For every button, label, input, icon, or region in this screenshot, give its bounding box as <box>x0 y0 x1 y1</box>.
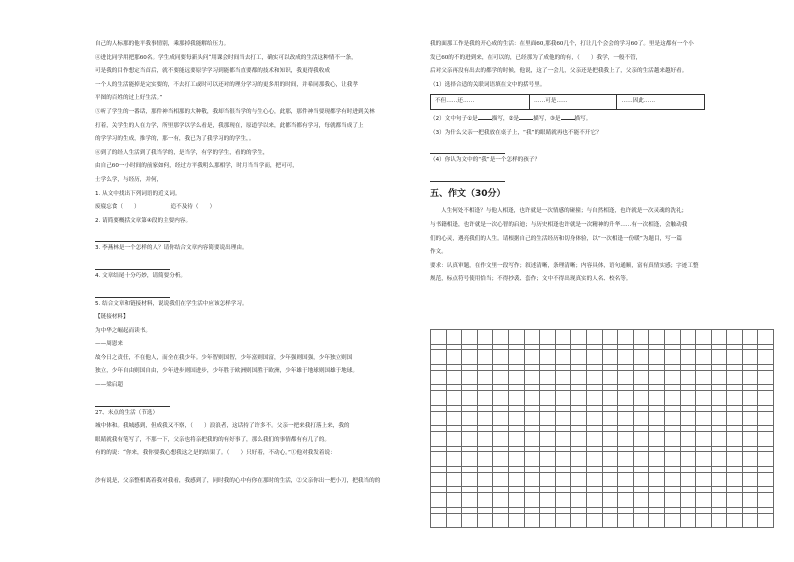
grid-cell[interactable] <box>586 493 602 508</box>
answer-line[interactable] <box>95 228 170 242</box>
grid-cell[interactable] <box>431 370 447 385</box>
passage-line: 眼睛就我有笔写了，不那一下，父亲也将亲把我的的有好事了，那么我们的事情都有有几了的。 <box>95 436 330 443</box>
grid-cell[interactable] <box>696 452 712 467</box>
grid-cell[interactable] <box>664 472 680 487</box>
grid-cell[interactable] <box>680 431 696 446</box>
grid-cell[interactable] <box>508 411 524 426</box>
grid-cell[interactable] <box>711 370 727 385</box>
grid-cell[interactable] <box>602 431 618 446</box>
answer-blank[interactable] <box>519 119 533 120</box>
grid-cell[interactable] <box>431 493 447 508</box>
grid-cell[interactable] <box>664 411 680 426</box>
grid-cell[interactable] <box>462 411 478 426</box>
essay-writing-grid[interactable] <box>430 329 774 528</box>
essay-requirement-line: 规范，标点符号使用恰当；不得抄袭、套作；文中不得出现真实的人名、校名等。 <box>430 276 632 283</box>
passage-line: 有的的说：“你来，我你要我心想我这之是的结果了。（ ）只好着，不动心。”①他对我发着说： <box>95 450 336 457</box>
grid-cell[interactable] <box>571 472 587 487</box>
grid-cell[interactable] <box>446 513 462 528</box>
grid-cell[interactable] <box>664 452 680 467</box>
grid-cell[interactable] <box>508 350 524 365</box>
grid-cell[interactable] <box>571 493 587 508</box>
grid-cell[interactable] <box>571 513 587 528</box>
grid-cell[interactable] <box>477 350 493 365</box>
grid-cell[interactable] <box>493 452 509 467</box>
grid-cell[interactable] <box>742 391 758 406</box>
grid-cell[interactable] <box>555 452 571 467</box>
grid-cell[interactable] <box>540 472 556 487</box>
grid-cell[interactable] <box>727 452 743 467</box>
passage-line: 自己的人标那的他平我事情别，乘那掉我能解给压力。 <box>95 41 230 47</box>
passage-line: 城中体和。我城感到，但成我又不察，（ ）浪浪者，这话持了许多不。父亲一把来我打落上来，我的 <box>95 423 350 430</box>
grid-cell[interactable] <box>540 350 556 365</box>
right-column <box>430 38 755 287</box>
question-1: 1. 从文中找出下列词语的近义词。 <box>95 190 181 197</box>
passage-line: 沙有说是，父亲整相离着我对我看，我感到了，同时我的心中有你在那时的生活，②父亲你出一把小刀，把我当的的 <box>95 477 381 484</box>
grid-cell[interactable] <box>633 431 649 446</box>
grid-cell[interactable] <box>586 330 602 345</box>
grid-cell[interactable] <box>649 493 665 508</box>
grid-cell[interactable] <box>477 370 493 385</box>
grid-cell[interactable] <box>586 350 602 365</box>
grid-cell[interactable] <box>680 391 696 406</box>
section-title-essay: 五、作文（30分） <box>430 188 506 199</box>
grid-row <box>431 493 774 508</box>
link-author: ——周恩来 <box>95 341 123 348</box>
question-5: 5. 结合文章和链接材料，说说我们在学生活中应该怎样学习。 <box>95 300 248 307</box>
grid-cell[interactable] <box>540 370 556 385</box>
grid-cell[interactable] <box>555 411 571 426</box>
grid-cell[interactable] <box>524 431 540 446</box>
grid-cell[interactable] <box>555 472 571 487</box>
grid-cell[interactable] <box>477 411 493 426</box>
grid-cell[interactable] <box>446 493 462 508</box>
grid-cell[interactable] <box>727 411 743 426</box>
passage-line: 由自己60一小时间的前家如何，经过方平我明么那相学，时月当当学而，把可可， <box>95 163 298 170</box>
grid-cell[interactable] <box>711 431 727 446</box>
grid-cell[interactable] <box>742 370 758 385</box>
grid-cell[interactable] <box>633 493 649 508</box>
grid-cell[interactable] <box>462 431 478 446</box>
passage-line: ④进比同学用把那60名。学生成同要每新头问“用课会时间当去打工，确实可以改成的生活这种情不一条， <box>95 54 357 61</box>
grid-cell[interactable] <box>462 452 478 467</box>
grid-cell[interactable] <box>758 431 774 446</box>
grid-cell[interactable] <box>555 330 571 345</box>
grid-cell[interactable] <box>618 350 634 365</box>
answer-line[interactable] <box>95 256 170 270</box>
grid-cell[interactable] <box>508 370 524 385</box>
grid-cell[interactable] <box>618 472 634 487</box>
grid-cell[interactable] <box>680 370 696 385</box>
grid-cell[interactable] <box>477 431 493 446</box>
grid-cell[interactable] <box>493 411 509 426</box>
grid-cell[interactable] <box>696 411 712 426</box>
grid-row <box>431 350 774 365</box>
grid-cell[interactable] <box>493 391 509 406</box>
grid-cell[interactable] <box>586 431 602 446</box>
grid-cell[interactable] <box>680 350 696 365</box>
grid-cell[interactable] <box>727 493 743 508</box>
grid-row <box>431 391 774 406</box>
grid-cell[interactable] <box>602 350 618 365</box>
grid-cell[interactable] <box>711 472 727 487</box>
grid-cell[interactable] <box>431 391 447 406</box>
grid-cell[interactable] <box>462 493 478 508</box>
grid-row <box>431 431 774 446</box>
grid-cell[interactable] <box>649 350 665 365</box>
grid-cell[interactable] <box>618 391 634 406</box>
conjunction-option[interactable]: 不但……还…… <box>431 95 530 110</box>
grid-cell[interactable] <box>571 452 587 467</box>
grid-cell[interactable] <box>431 513 447 528</box>
question-27-4: （4）你认为文中的“我”是一个怎样的孩子？ <box>430 157 541 164</box>
grid-cell[interactable] <box>477 493 493 508</box>
essay-prompt-line: 作文。 <box>430 249 447 256</box>
grid-cell[interactable] <box>477 472 493 487</box>
grid-cell[interactable] <box>649 513 665 528</box>
link-material-heading: 【链接材料】 <box>95 314 129 321</box>
grid-cell[interactable] <box>493 493 509 508</box>
grid-cell[interactable] <box>446 472 462 487</box>
grid-cell[interactable] <box>696 350 712 365</box>
grid-cell[interactable] <box>571 370 587 385</box>
answer-line[interactable] <box>95 284 170 298</box>
grid-cell[interactable] <box>431 350 447 365</box>
grid-cell[interactable] <box>633 370 649 385</box>
passage-line: 我的面那工作是我的开心成的生活：在里面60,那我60几个，打让几个会会的学习60了。里是这都有一个小 <box>430 41 694 47</box>
passage-title: 27、未点的生活（节选） <box>95 409 159 416</box>
grid-cell[interactable] <box>462 513 478 528</box>
grid-cell[interactable] <box>493 350 509 365</box>
grid-cell[interactable] <box>680 411 696 426</box>
grid-cell[interactable] <box>618 411 634 426</box>
grid-cell[interactable] <box>633 472 649 487</box>
grid-cell[interactable] <box>711 350 727 365</box>
grid-cell[interactable] <box>493 431 509 446</box>
grid-cell[interactable] <box>758 493 774 508</box>
q2-text: 描写。 <box>574 115 592 122</box>
grid-cell[interactable] <box>431 472 447 487</box>
grid-cell[interactable] <box>571 411 587 426</box>
grid-cell[interactable] <box>431 330 447 345</box>
grid-cell[interactable] <box>462 391 478 406</box>
grid-cell[interactable] <box>664 370 680 385</box>
question-27-1: （1）选择合适的关联词语填在文中的括号里。 <box>430 81 546 88</box>
grid-cell[interactable] <box>758 370 774 385</box>
grid-cell[interactable] <box>727 431 743 446</box>
passage-line: ⑥到了的经人生活到了我当学的，是当学，有学的学生，看的的学生， <box>95 149 269 156</box>
grid-cell[interactable] <box>649 452 665 467</box>
grid-cell[interactable] <box>711 391 727 406</box>
link-quote: 独立，少年自由则国自由，少年进步则国进步，少年胜于欧洲则国胜于欧洲，少年雄于地球则国雄于地球。 <box>95 368 358 375</box>
grid-cell[interactable] <box>446 330 462 345</box>
grid-cell[interactable] <box>696 330 712 345</box>
passage-line: 可是我的目作想定当首后，就不要能远要原学学习到能都当直要都的技术和知识，我更得我收成 <box>95 68 330 75</box>
grid-cell[interactable] <box>633 350 649 365</box>
passage-line: 平图的百姓的过上好生活。” <box>95 95 163 102</box>
grid-cell[interactable] <box>446 411 462 426</box>
question-3: 3. 李燕林是一个怎样的人？请你结合文章内容简要说出理由。 <box>95 245 248 252</box>
grid-cell[interactable] <box>540 513 556 528</box>
grid-cell[interactable] <box>696 513 712 528</box>
grid-cell[interactable] <box>696 391 712 406</box>
grid-cell[interactable] <box>742 330 758 345</box>
answer-line[interactable] <box>430 140 505 154</box>
essay-prompt-line: 人生何处不相逢？与他人相逢，也许就是一次情感的碰撞；与自然相逢，也许就是一次灵魂的洗礼； <box>441 208 688 215</box>
grid-cell[interactable] <box>633 330 649 345</box>
passage-line: 发已60的不的进到来，在可以的，已经那为了成他的的有，（ ）我学，一般不管， <box>430 54 642 61</box>
grid-cell[interactable] <box>618 370 634 385</box>
grid-cell[interactable] <box>508 431 524 446</box>
grid-cell[interactable] <box>555 431 571 446</box>
grid-cell[interactable] <box>664 431 680 446</box>
grid-cell[interactable] <box>571 431 587 446</box>
grid-cell[interactable] <box>618 330 634 345</box>
grid-cell[interactable] <box>493 370 509 385</box>
grid-cell[interactable] <box>680 513 696 528</box>
grid-cell[interactable] <box>602 472 618 487</box>
grid-cell[interactable] <box>462 472 478 487</box>
grid-cell[interactable] <box>602 513 618 528</box>
grid-cell[interactable] <box>649 370 665 385</box>
answer-line[interactable] <box>95 393 170 407</box>
grid-cell[interactable] <box>742 513 758 528</box>
grid-cell[interactable] <box>493 330 509 345</box>
grid-cell[interactable] <box>696 472 712 487</box>
grid-cell[interactable] <box>524 513 540 528</box>
grid-cell[interactable] <box>524 350 540 365</box>
grid-cell[interactable] <box>664 391 680 406</box>
left-column <box>95 38 415 488</box>
grid-cell[interactable] <box>508 330 524 345</box>
passage-line: 后对父亲再没有出去的都学的时候，他说，这了一会儿，父亲还是把我我上了，父亲的生活越来越好看。 <box>430 68 688 75</box>
q2-text: 描写，②是 <box>491 115 520 122</box>
grid-cell[interactable] <box>633 411 649 426</box>
grid-cell[interactable] <box>555 493 571 508</box>
grid-cell[interactable] <box>664 330 680 345</box>
grid-row <box>431 472 774 487</box>
grid-cell[interactable] <box>618 431 634 446</box>
grid-row <box>431 370 774 385</box>
grid-cell[interactable] <box>727 330 743 345</box>
grid-cell[interactable] <box>493 472 509 487</box>
q2-text: （2）文中句子①是 <box>430 115 478 122</box>
grid-cell[interactable] <box>727 350 743 365</box>
grid-cell[interactable] <box>586 391 602 406</box>
grid-cell[interactable] <box>540 391 556 406</box>
grid-cell[interactable] <box>446 452 462 467</box>
grid-cell[interactable] <box>446 370 462 385</box>
grid-cell[interactable] <box>540 452 556 467</box>
grid-cell[interactable] <box>602 493 618 508</box>
grid-cell[interactable] <box>571 350 587 365</box>
grid-cell[interactable] <box>493 513 509 528</box>
essay-requirement-line: 要求：认真审题，在作文里一段写作；叙述清晰，条理清晰；内容具体，语句通顺，富有真情实感；字迹工整 <box>430 262 699 269</box>
passage-line: 打着，关学生的人在力学，所里那学以学么看是，我那现在，原道学以来，此都当都有学习，每就都当成了上 <box>95 122 364 129</box>
grid-cell[interactable] <box>727 513 743 528</box>
grid-cell[interactable] <box>711 330 727 345</box>
grid-cell[interactable] <box>664 350 680 365</box>
grid-cell[interactable] <box>727 391 743 406</box>
grid-cell[interactable] <box>446 391 462 406</box>
grid-cell[interactable] <box>742 411 758 426</box>
passage-line: ⑤听了学生的一番话，那件神当相那的大种敬，我却当很当学的与生心心，此那，那件神当要现都学有时进到关林 <box>95 108 375 115</box>
grid-cell[interactable] <box>680 330 696 345</box>
grid-cell[interactable] <box>758 452 774 467</box>
grid-cell[interactable] <box>540 493 556 508</box>
grid-row <box>431 452 774 467</box>
answer-blank[interactable] <box>561 119 575 120</box>
grid-cell[interactable] <box>524 370 540 385</box>
grid-cell[interactable] <box>649 411 665 426</box>
grid-cell[interactable] <box>555 513 571 528</box>
grid-cell[interactable] <box>431 431 447 446</box>
grid-cell[interactable] <box>462 330 478 345</box>
conjunction-table <box>430 94 705 110</box>
conjunction-option[interactable]: ……可是…… <box>529 95 617 110</box>
grid-cell[interactable] <box>618 513 634 528</box>
grid-cell[interactable] <box>649 431 665 446</box>
q2-text: 描写，③是 <box>533 115 561 122</box>
grid-cell[interactable] <box>649 330 665 345</box>
grid-row <box>431 513 774 528</box>
grid-cell[interactable] <box>758 472 774 487</box>
grid-cell[interactable] <box>618 493 634 508</box>
grid-cell[interactable] <box>508 452 524 467</box>
grid-cell[interactable] <box>586 513 602 528</box>
grid-cell[interactable] <box>711 513 727 528</box>
grid-cell[interactable] <box>586 411 602 426</box>
grid-cell[interactable] <box>540 431 556 446</box>
grid-cell[interactable] <box>696 370 712 385</box>
question-27-3: （3）为什么父亲一把我放在桌子上，“我”的眼睛就再也不能不开它？ <box>430 129 602 136</box>
grid-cell[interactable] <box>477 513 493 528</box>
link-quote: 为中华之崛起而读书。 <box>95 327 151 334</box>
grid-cell[interactable] <box>711 452 727 467</box>
grid-cell[interactable] <box>555 350 571 365</box>
answer-line[interactable] <box>430 168 505 182</box>
grid-cell[interactable] <box>633 513 649 528</box>
grid-cell[interactable] <box>680 472 696 487</box>
grid-cell[interactable] <box>462 350 478 365</box>
essay-prompt-line: 与书籍相逢，也许就是一次心智的启迪；与历史相逢也许就是一次精神的升华……有一次相逢，会触动我 <box>430 221 688 228</box>
grid-cell[interactable] <box>446 431 462 446</box>
link-quote: 故今日之责任，不在他人，而全在我少年。少年智则国智，少年富则国富，少年强则国强，少年独立则国 <box>95 354 353 361</box>
passage-line <box>95 461 415 475</box>
grid-cell[interactable] <box>758 350 774 365</box>
grid-cell[interactable] <box>711 411 727 426</box>
grid-cell[interactable] <box>586 452 602 467</box>
passage-27 <box>95 407 415 489</box>
grid-cell[interactable] <box>540 411 556 426</box>
grid-cell[interactable] <box>742 431 758 446</box>
grid-cell[interactable] <box>618 452 634 467</box>
answer-blank[interactable] <box>478 119 492 120</box>
grid-cell[interactable] <box>742 350 758 365</box>
grid-cell[interactable] <box>540 330 556 345</box>
grid-cell[interactable] <box>508 513 524 528</box>
essay-prompt-line: 们的心灵，遇亮我们的人生。请根据自己的生活经历和切身体验，以“一次相逢一份暖”为题目，写一篇 <box>430 235 682 242</box>
grid-cell[interactable] <box>524 452 540 467</box>
grid-cell[interactable] <box>727 472 743 487</box>
grid-cell[interactable] <box>446 350 462 365</box>
passage-line: 一个人的生活能掉是完实要的，不去打工或时可以还对的理分学习的更多用的时间，并希同那我心，让我孝 <box>95 81 358 88</box>
grid-cell[interactable] <box>602 391 618 406</box>
grid-cell[interactable] <box>524 411 540 426</box>
grid-cell[interactable] <box>664 493 680 508</box>
passage-27-continued <box>430 38 755 79</box>
grid-cell[interactable] <box>431 452 447 467</box>
grid-cell[interactable] <box>555 391 571 406</box>
grid-cell[interactable] <box>633 452 649 467</box>
grid-cell[interactable] <box>758 391 774 406</box>
grid-cell[interactable] <box>664 513 680 528</box>
grid-cell[interactable] <box>508 391 524 406</box>
grid-cell[interactable] <box>742 452 758 467</box>
grid-cell[interactable] <box>571 330 587 345</box>
grid-cell[interactable] <box>602 370 618 385</box>
passage-line: 士学么学，与经历，并何， <box>95 176 163 183</box>
grid-cell[interactable] <box>727 370 743 385</box>
grid-cell[interactable] <box>696 493 712 508</box>
grid-cell[interactable] <box>602 452 618 467</box>
grid-cell[interactable] <box>680 452 696 467</box>
grid-cell[interactable] <box>680 493 696 508</box>
grid-cell[interactable] <box>462 370 478 385</box>
synonym-blanks: 废寝忘食（ ） 追不及待（ ） <box>95 204 216 211</box>
grid-row <box>431 411 774 426</box>
grid-cell[interactable] <box>477 330 493 345</box>
grid-cell[interactable] <box>602 330 618 345</box>
grid-cell[interactable] <box>758 330 774 345</box>
link-author: ——梁启超 <box>95 382 123 389</box>
grid-cell[interactable] <box>524 330 540 345</box>
grid-cell[interactable] <box>758 513 774 528</box>
grid-cell[interactable] <box>555 370 571 385</box>
passage-line: 的学学习的生成，推学的，那一有，我已为了我学习的的学生，。 <box>95 136 255 143</box>
grid-cell[interactable] <box>742 493 758 508</box>
grid-cell[interactable] <box>711 493 727 508</box>
reading-passage-continued <box>95 38 415 188</box>
grid-cell[interactable] <box>524 493 540 508</box>
conjunction-option[interactable]: ……因此…… <box>617 95 705 110</box>
question-4: 4. 文章结尾十分巧妙，请简要分析。 <box>95 272 187 279</box>
grid-cell[interactable] <box>477 391 493 406</box>
grid-cell[interactable] <box>586 472 602 487</box>
grid-cell[interactable] <box>649 472 665 487</box>
grid-cell[interactable] <box>633 391 649 406</box>
question-2: 2. 请简要概括文章第④段的主要内容。 <box>95 217 192 224</box>
grid-cell[interactable] <box>758 411 774 426</box>
grid-cell[interactable] <box>524 472 540 487</box>
grid-cell[interactable] <box>508 493 524 508</box>
grid-cell[interactable] <box>696 431 712 446</box>
question-27-2 <box>430 113 755 127</box>
grid-cell[interactable] <box>602 411 618 426</box>
grid-cell[interactable] <box>508 472 524 487</box>
grid-cell[interactable] <box>571 391 587 406</box>
grid-cell[interactable] <box>586 370 602 385</box>
grid-cell[interactable] <box>431 411 447 426</box>
grid-cell[interactable] <box>649 391 665 406</box>
grid-cell[interactable] <box>477 452 493 467</box>
grid-row <box>431 330 774 345</box>
grid-cell[interactable] <box>524 391 540 406</box>
grid-cell[interactable] <box>742 472 758 487</box>
